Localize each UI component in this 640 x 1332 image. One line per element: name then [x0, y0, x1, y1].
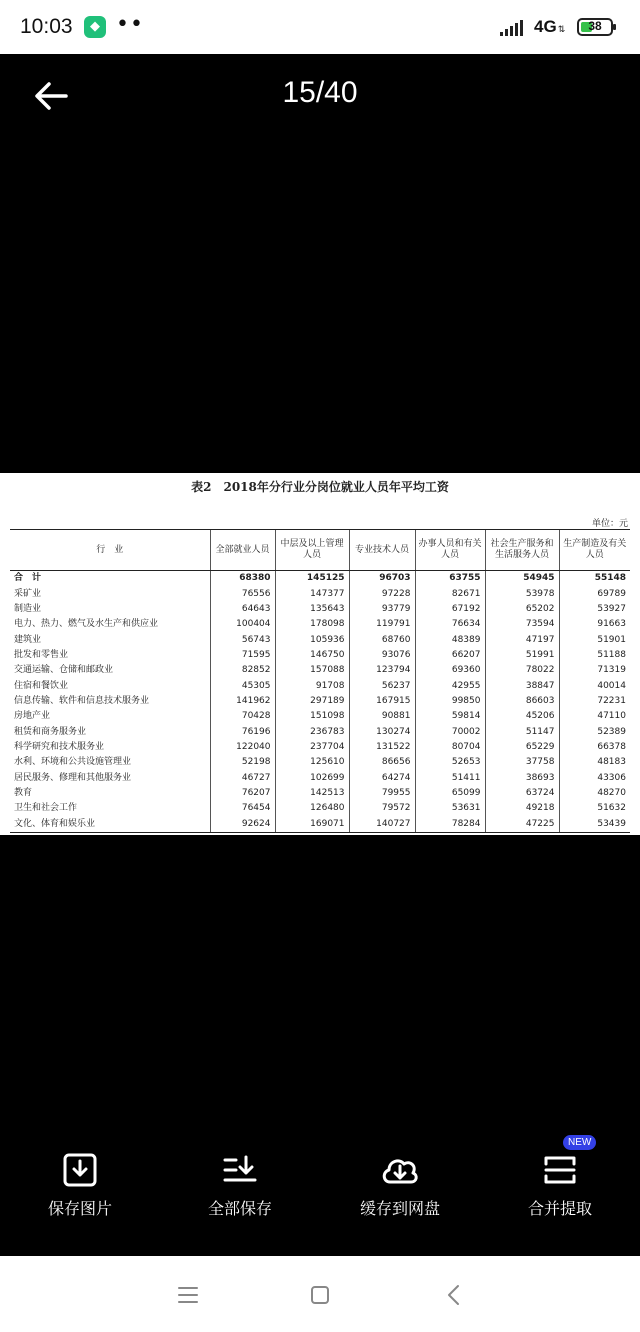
viewer-header [0, 54, 640, 138]
wage-cell: 76634 [415, 617, 485, 632]
industry-cell: 住宿和餐饮业 [14, 680, 69, 691]
industry-cell: 教育 [14, 787, 33, 798]
wage-cell: 123794 [349, 663, 415, 678]
wage-cell: 297189 [275, 694, 349, 709]
industry-cell: 交通运输、仓储和邮政业 [14, 665, 114, 676]
wage-cell: 79572 [349, 801, 415, 816]
wage-cell: 59814 [415, 709, 485, 724]
wage-cell: 51188 [559, 648, 630, 663]
table-row [10, 801, 630, 816]
industry-cell: 信息传输、软件和信息技术服务业 [14, 695, 150, 706]
wage-cell: 54945 [485, 571, 559, 587]
image-view[interactable] [0, 473, 640, 835]
wage-cell: 96703 [349, 571, 415, 587]
wage-cell: 99850 [415, 694, 485, 709]
wage-cell: 45305 [210, 678, 275, 693]
industry-cell: 卫生和社会工作 [14, 803, 78, 814]
wage-cell: 51991 [485, 648, 559, 663]
signal-icon [500, 18, 526, 38]
save-image-button[interactable] [0, 1152, 160, 1219]
industry-cell: 电力、热力、燃气及水生产和供应业 [14, 619, 159, 630]
wage-cell: 122040 [210, 740, 275, 755]
table-row [10, 694, 630, 709]
wage-cell: 64274 [349, 770, 415, 785]
wage-cell: 119791 [349, 617, 415, 632]
table-row [10, 770, 630, 785]
wage-cell: 52198 [210, 755, 275, 770]
table-title: 表2 2018年分行业分岗位就业人员年平均工资 [191, 480, 449, 494]
wage-cell: 145125 [275, 571, 349, 587]
wage-cell: 178098 [275, 617, 349, 632]
cloud-cache-label: 缓存到网盘 [359, 1199, 440, 1218]
wage-cell: 56237 [349, 678, 415, 693]
table-row [10, 586, 630, 601]
wage-cell: 38847 [485, 678, 559, 693]
wage-cell: 157088 [275, 663, 349, 678]
table-row [10, 724, 630, 739]
wage-cell: 86603 [485, 694, 559, 709]
wage-cell: 51901 [559, 632, 630, 647]
wage-cell: 53978 [485, 586, 559, 601]
wage-cell: 53927 [559, 602, 630, 617]
wage-table [10, 529, 630, 833]
wage-cell: 76454 [210, 801, 275, 816]
merge-extract-label: 合并提取 [527, 1199, 592, 1218]
wage-cell: 52389 [559, 724, 630, 739]
battery-level: 38 [588, 19, 602, 33]
table-row [10, 602, 630, 617]
table-row [10, 817, 630, 833]
wage-cell: 141962 [210, 694, 275, 709]
wage-cell: 92624 [210, 817, 275, 833]
wage-cell: 72231 [559, 694, 630, 709]
table-row [10, 786, 630, 801]
wage-cell: 169071 [275, 817, 349, 833]
wage-cell: 76207 [210, 786, 275, 801]
table-row [10, 648, 630, 663]
industry-cell: 房地产业 [14, 711, 51, 722]
column-header: 全部就业人员 [210, 530, 275, 571]
wage-cell: 65099 [415, 786, 485, 801]
wage-cell: 51632 [559, 801, 630, 816]
industry-cell: 制造业 [14, 603, 42, 614]
wage-cell: 82671 [415, 586, 485, 601]
table-row [10, 632, 630, 647]
wage-cell: 49218 [485, 801, 559, 816]
wage-cell: 76196 [210, 724, 275, 739]
wage-cell: 40014 [559, 678, 630, 693]
save-all-icon [222, 1152, 258, 1188]
industry-cell: 租赁和商务服务业 [14, 726, 87, 737]
wage-cell: 47197 [485, 632, 559, 647]
home-icon[interactable] [305, 1280, 335, 1310]
wage-cell: 91708 [275, 678, 349, 693]
industry-cell: 文化、体育和娱乐业 [10, 817, 210, 833]
wage-cell: 46727 [210, 770, 275, 785]
wage-cell: 71319 [559, 663, 630, 678]
wage-cell: 79955 [349, 786, 415, 801]
industry-cell: 批发和零售业 [14, 649, 69, 660]
cloud-download-icon [380, 1152, 420, 1188]
wage-cell: 53631 [415, 801, 485, 816]
cloud-cache-button[interactable] [320, 1152, 480, 1219]
wage-cell: 63724 [485, 786, 559, 801]
more-notifications-icon: •• [116, 12, 144, 37]
wage-cell: 78022 [485, 663, 559, 678]
wage-cell: 66207 [415, 648, 485, 663]
wage-cell: 135643 [275, 602, 349, 617]
action-bar [0, 1138, 640, 1256]
wage-cell: 37758 [485, 755, 559, 770]
wage-cell: 52653 [415, 755, 485, 770]
table-row [10, 709, 630, 724]
wage-cell: 45206 [485, 709, 559, 724]
table-row [10, 617, 630, 632]
column-header: 生产制造及有关人员 [559, 530, 630, 571]
wage-cell: 102699 [275, 770, 349, 785]
wage-cell: 48270 [559, 786, 630, 801]
wage-cell: 76556 [210, 586, 275, 601]
wage-cell: 142513 [275, 786, 349, 801]
wage-cell: 53439 [559, 817, 630, 833]
wage-cell: 147377 [275, 586, 349, 601]
wage-cell: 43306 [559, 770, 630, 785]
wage-cell: 56743 [210, 632, 275, 647]
wage-cell: 100404 [210, 617, 275, 632]
clock: 10:03 [20, 15, 73, 38]
wage-cell: 93779 [349, 602, 415, 617]
wage-cell: 63755 [415, 571, 485, 587]
column-header: 专业技术人员 [349, 530, 415, 571]
wage-cell: 48389 [415, 632, 485, 647]
wage-cell: 82852 [210, 663, 275, 678]
wage-cell: 97228 [349, 586, 415, 601]
menu-icon[interactable] [173, 1280, 203, 1310]
merge-extract-icon [542, 1152, 578, 1188]
table-row [10, 663, 630, 678]
save-all-button[interactable] [160, 1152, 320, 1219]
wage-cell: 126480 [275, 801, 349, 816]
wage-cell: 47225 [485, 817, 559, 833]
page-counter: 15/40 [282, 76, 358, 109]
industry-cell: 合 计 [14, 573, 42, 584]
wage-cell: 69360 [415, 663, 485, 678]
back-nav-icon[interactable] [439, 1280, 469, 1310]
wage-cell: 71595 [210, 648, 275, 663]
wage-cell: 237704 [275, 740, 349, 755]
wage-cell: 90881 [349, 709, 415, 724]
wage-cell: 140727 [349, 817, 415, 833]
table-unit: 单位：元 [591, 519, 628, 529]
wage-cell: 48183 [559, 755, 630, 770]
table-row [10, 755, 630, 770]
wage-cell: 42955 [415, 678, 485, 693]
wage-cell: 64643 [210, 602, 275, 617]
merge-extract-button[interactable] [480, 1152, 640, 1219]
industry-cell: 建筑业 [14, 634, 42, 645]
wage-cell: 66378 [559, 740, 630, 755]
battery-icon [577, 18, 613, 36]
save-image-icon [62, 1152, 98, 1188]
wage-cell: 65229 [485, 740, 559, 755]
wage-cell: 67192 [415, 602, 485, 617]
wage-cell: 51147 [485, 724, 559, 739]
status-bar [0, 0, 640, 54]
wage-cell: 125610 [275, 755, 349, 770]
wage-cell: 70002 [415, 724, 485, 739]
new-badge: NEW [563, 1135, 596, 1150]
save-all-label: 全部保存 [207, 1199, 272, 1218]
wage-cell: 65202 [485, 602, 559, 617]
wage-cell: 73594 [485, 617, 559, 632]
system-nav-bar [0, 1256, 640, 1332]
total-row [10, 571, 630, 587]
column-header: 中层及以上管理人员 [275, 530, 349, 571]
wage-cell: 51411 [415, 770, 485, 785]
network-type: 4G⇅ [534, 17, 566, 36]
industry-cell: 科学研究和技术服务业 [14, 741, 105, 752]
wage-cell: 47110 [559, 709, 630, 724]
wage-cell: 86656 [349, 755, 415, 770]
wage-cell: 68380 [210, 571, 275, 587]
shield-icon: ◆ [84, 16, 106, 38]
save-image-label: 保存图片 [47, 1199, 112, 1218]
column-header: 社会生产服务和生活服务人员 [485, 530, 559, 571]
column-header: 行 业 [10, 530, 210, 571]
wage-cell: 69789 [559, 586, 630, 601]
wage-cell: 151098 [275, 709, 349, 724]
industry-cell: 居民服务、修理和其他服务业 [14, 772, 132, 783]
wage-cell: 236783 [275, 724, 349, 739]
wage-cell: 167915 [349, 694, 415, 709]
table-row [10, 678, 630, 693]
wage-cell: 55148 [559, 571, 630, 587]
column-header: 办事人员和有关人员 [415, 530, 485, 571]
wage-cell: 38693 [485, 770, 559, 785]
wage-cell: 78284 [415, 817, 485, 833]
industry-cell: 采矿业 [14, 588, 42, 599]
wage-cell: 70428 [210, 709, 275, 724]
wage-cell: 68760 [349, 632, 415, 647]
wage-cell: 105936 [275, 632, 349, 647]
wage-cell: 130274 [349, 724, 415, 739]
industry-cell: 水利、环境和公共设施管理业 [14, 757, 132, 768]
wage-cell: 91663 [559, 617, 630, 632]
wage-cell: 146750 [275, 648, 349, 663]
table-row [10, 740, 630, 755]
wage-cell: 80704 [415, 740, 485, 755]
wage-cell: 93076 [349, 648, 415, 663]
wage-cell: 131522 [349, 740, 415, 755]
